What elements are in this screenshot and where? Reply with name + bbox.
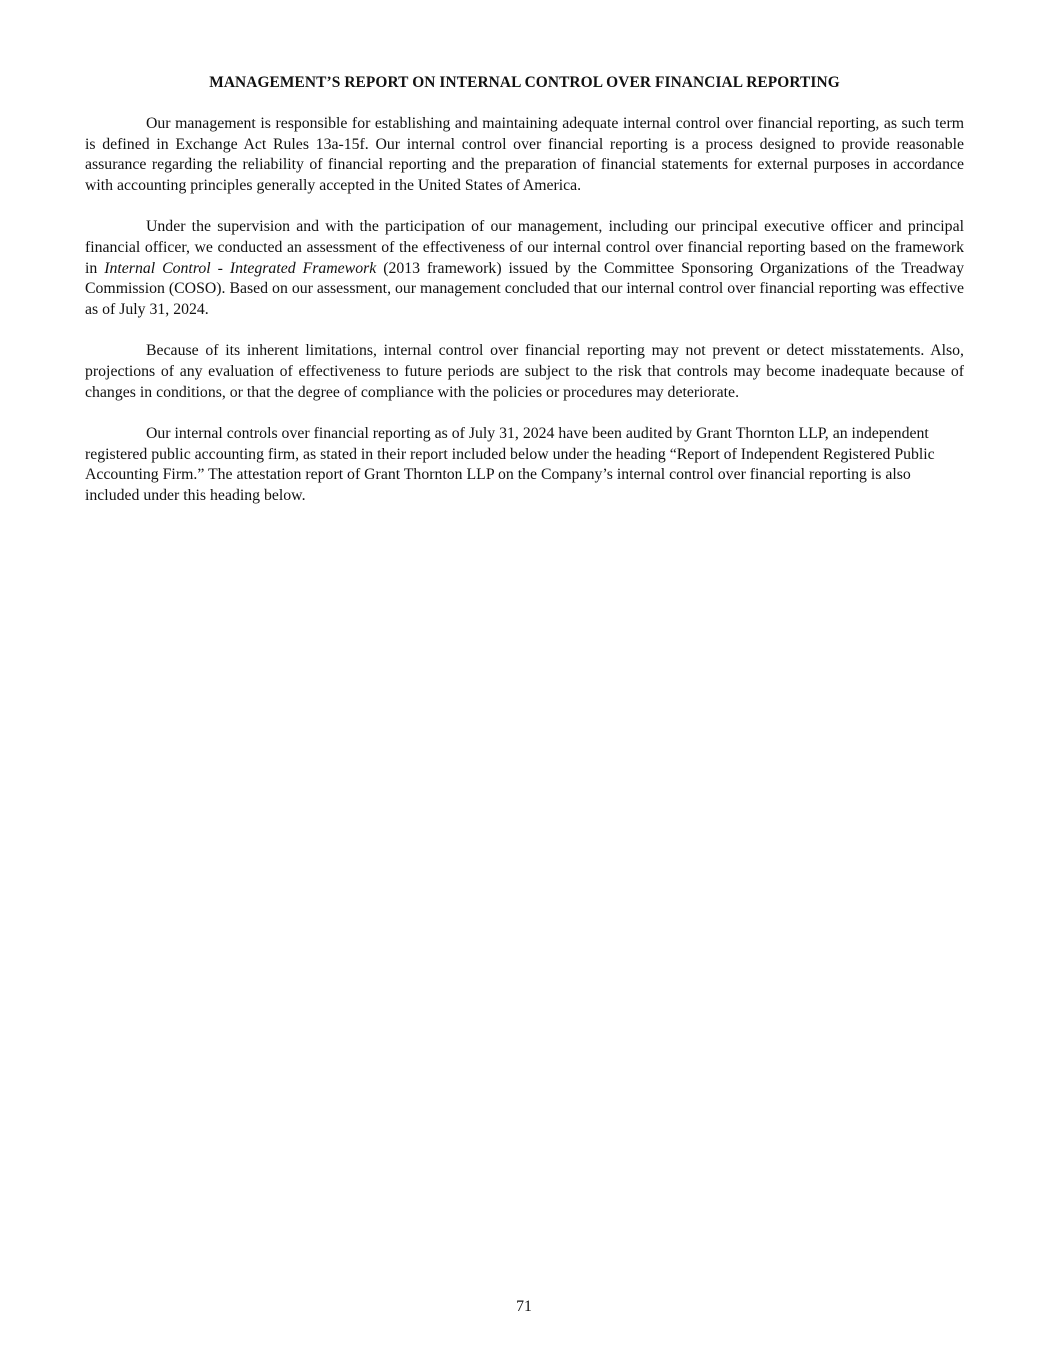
paragraph-limitations: Because of its inherent limitations, internal control over financial reporting may not prevent or detect misstatements. Also, projections of any evaluation of effectiveness to future periods are subject to the risk that controls may become inadequate because of changes in conditions, or that the degree of compliance with the policies or procedures may deteriorate. bbox=[85, 342, 964, 401]
page-number: 71 bbox=[516, 1298, 532, 1315]
paragraph-audit: Our internal controls over financial reporting as of July 31, 2024 have been audited by Grant Thornton LLP, an independent registered public accounting firm, as stated in their report included below under the heading “Report of Independent Registered Public Accounting Firm.” The attestation report of Grant Thornton LLP on the Company’s internal control over financial reporting is also included under this heading below. bbox=[85, 425, 935, 504]
document-page bbox=[85, 73, 964, 528]
report-title: MANAGEMENT’S REPORT ON INTERNAL CONTROL OVER FINANCIAL REPORTING bbox=[209, 74, 840, 91]
framework-name: Internal Control - Integrated Framework bbox=[104, 259, 377, 277]
assessment-text-start: Under the supervision and with the participation of our management, including our principal executive officer and principal financial officer, we conducted an assessment of the effectiveness of our internal control over financial reporting based on the framework in bbox=[85, 218, 964, 277]
assessment-text-end: (2013 framework) issued by the Committee Sponsoring Organizations of the Treadway Commission (COSO). Based on our assessment, our management concluded that our internal control over financial reporting was effective as of July 31, 2024. bbox=[85, 259, 964, 318]
paragraph-responsibility: Our management is responsible for establishing and maintaining adequate internal control over financial reporting, as such term is defined in Exchange Act Rules 13a-15f. Our internal control over financial reporting is a process designed to provide reasonable assurance regarding the reliability of financial reporting and the preparation of financial statements for external purposes in accordance with accounting principles generally accepted in the United States of America. bbox=[85, 115, 964, 194]
paragraph-assessment bbox=[85, 217, 964, 320]
